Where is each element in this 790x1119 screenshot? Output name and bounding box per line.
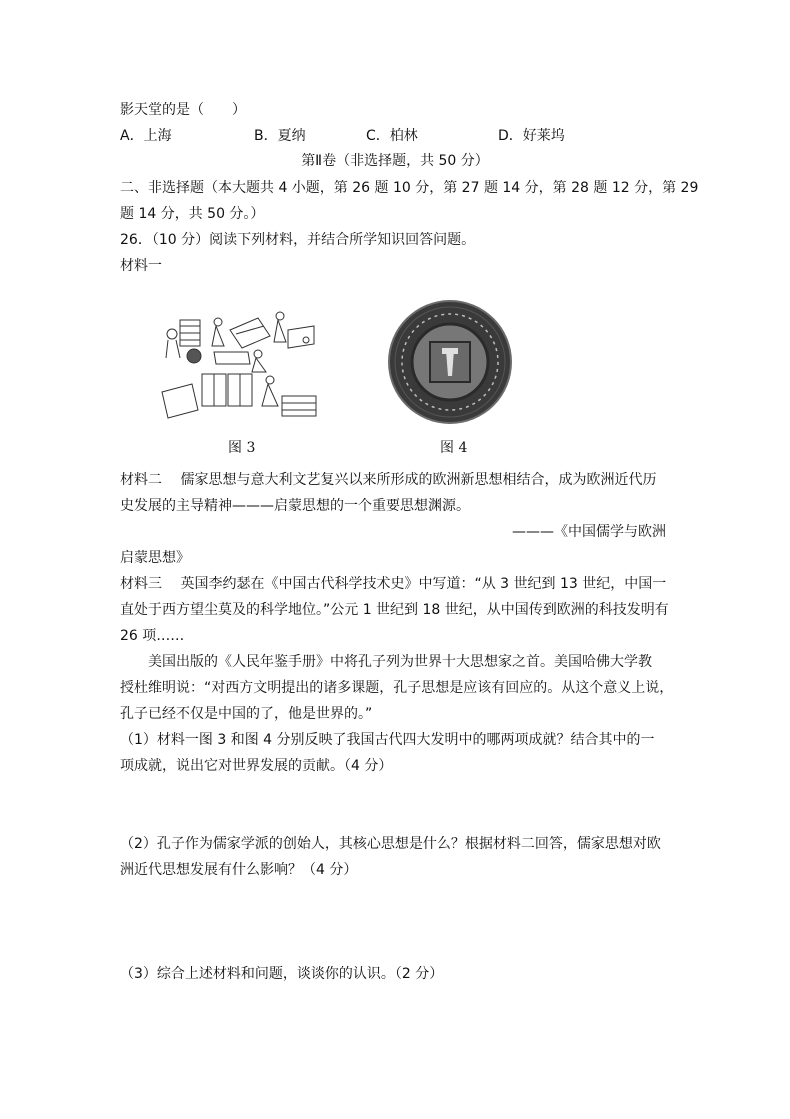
q26-intro: 26．（10 分）阅读下列材料，并结合所学知识回答问题。 <box>120 232 476 248</box>
material2-line1: 材料二 儒家思想与意大利文艺复兴以来所形成的欧洲新思想相结合，成为欧洲近代历 <box>120 472 657 488</box>
q25-option-d: D．好莱坞 <box>498 128 565 144</box>
material3-line6: 孔子已经不仅是中国的了，他是世界的。” <box>120 706 373 722</box>
figure-4-compass-plate <box>386 298 514 426</box>
material1-label: 材料一 <box>120 258 162 274</box>
material3-line2: 直处于西方望尘莫及的科学地位。”公元 1 世纪到 18 世纪，从中国传到欧洲的科技发明有 <box>120 602 669 618</box>
material3-line3: 26 项…… <box>120 628 185 644</box>
material3-line5: 授杜维明说：“对西方文明提出的诸多课题，孔子思想是应该有回应的。从这个意义上说， <box>120 680 674 696</box>
figure-3-caption: 图 3 <box>228 440 256 456</box>
material2-source-line2: 启蒙思想》 <box>120 550 190 566</box>
question-2-line2: 洲近代思想发展有什么影响？（4 分） <box>120 862 358 878</box>
q25-option-a: A．上海 <box>120 128 172 144</box>
section2-instruction-line2: 题 14 分，共 50 分。） <box>120 206 265 222</box>
question-1-line2: 项成就，说出它对世界发展的贡献。（4 分） <box>120 758 393 774</box>
q25-option-c: C．柏林 <box>366 128 418 144</box>
material3-line4: 美国出版的《人民年鉴手册》中将孔子列为世界十大思想家之首。美国哈佛大学教 <box>148 654 652 670</box>
section2-title: 第Ⅱ卷（非选择题，共 50 分） <box>301 153 489 169</box>
q25-stem-tail: 影天堂的是（ ） <box>120 102 246 118</box>
material2-line2: 史发展的主导精神———启蒙思想的一个重要思想渊源。 <box>120 498 470 514</box>
question-2-line1: （2）孔子作为儒家学派的创始人，其核心思想是什么？根据材料二回答，儒家思想对欧 <box>120 836 661 852</box>
material3-line1: 材料三 英国李约瑟在《中国古代科学技术史》中写道：“从 3 世纪到 13 世纪，中国一 <box>120 576 667 592</box>
question-1-line1: （1）材料一图 3 和图 4 分别反映了我国古代四大发明中的哪两项成就？结合其中的一 <box>120 732 655 748</box>
figure-4-caption: 图 4 <box>440 440 468 456</box>
q25-option-b: B．夏纳 <box>254 128 306 144</box>
question-3-line1: （3）综合上述材料和问题，谈谈你的认识。（2 分） <box>120 966 444 982</box>
figure-3-papermaking-illustration <box>158 300 324 428</box>
material2-source-line1: ———《中国儒学与欧洲 <box>512 524 666 540</box>
section2-instruction-line1: 二、非选择题（本大题共 4 小题，第 26 题 10 分，第 27 题 14 分，第 28 题 12 分，第 29 <box>120 180 699 196</box>
